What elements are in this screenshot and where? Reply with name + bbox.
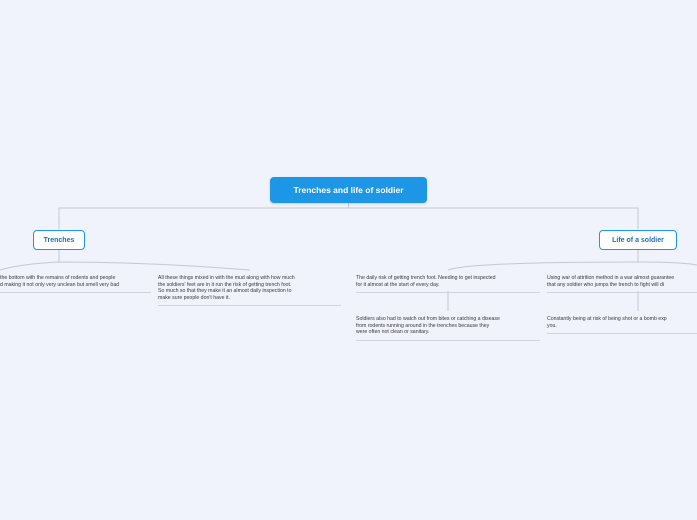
branch-life-of-a-soldier[interactable]: Life of a soldier (599, 230, 677, 250)
root-topic[interactable]: Trenches and life of soldier (270, 177, 427, 203)
leaf-life-trench-foot-inspection[interactable]: The daily risk of getting trench foot. Needing to get inspected for it almost at the start of every day. (356, 275, 540, 293)
leaf-life-rodent-bites[interactable]: Soldiers also had to watch out from bites or catching a disease from rodents running around in the trenches because they were often not clean or sanitary. (356, 316, 540, 341)
leaf-trenches-remains[interactable]: the bottom with the remains of rodents and people d making it not only very unclean but smell very bad (0, 275, 151, 293)
leaf-life-war-of-attrition[interactable]: Using war of attrition method in a war almost guarantee that any soldier who jumps the trench to fight will di (547, 275, 697, 293)
branch-trenches[interactable]: Trenches (33, 230, 85, 250)
leaf-trenches-trench-foot[interactable]: All these things mixed in with the mud along with how much the soldiers' feet are in it run the risk of getting trench foot. So much so that they make it an almost daily inspection to make sure people don't have it. (158, 275, 341, 306)
leaf-life-risk-of-being-shot[interactable]: Constantly being at risk of being shot or a bomb exp you. (547, 316, 697, 334)
